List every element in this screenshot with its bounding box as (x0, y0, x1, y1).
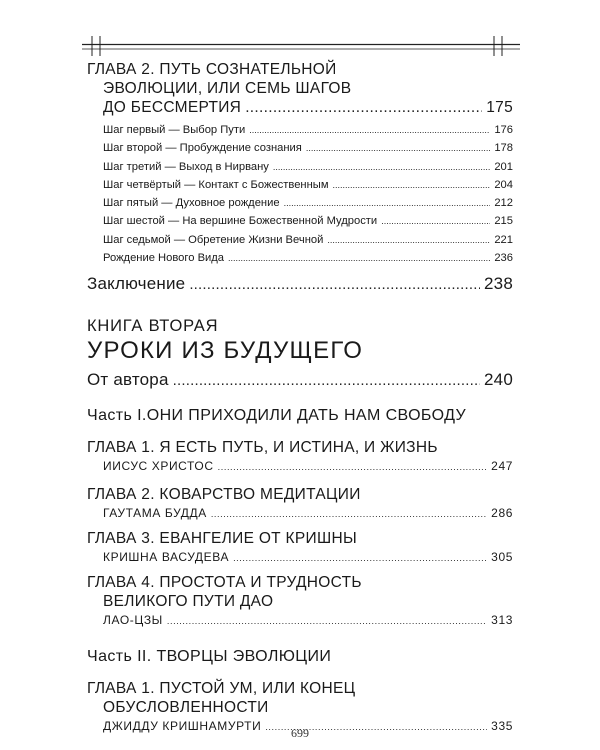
step-page: 178 (494, 142, 513, 155)
step-page: 221 (494, 233, 513, 246)
step-label: Шаг шестой — На вершине Божественной Мудрости (103, 215, 378, 228)
leader-dots (249, 121, 490, 139)
toc-entry-step[interactable] (87, 212, 513, 230)
step-page: 204 (494, 178, 513, 191)
part-2-chapter-1-title-line-1: ГЛАВА 1. ПУСТОЙ УМ, ИЛИ КОНЕЦ (87, 680, 356, 698)
book-label: КНИГА ВТОРАЯ (87, 317, 219, 336)
part-2-title: Часть II. ТВОРЦЫ ЭВОЛЮЦИИ (87, 648, 332, 666)
leader-dots (167, 612, 487, 630)
step-label: Шаг пятый — Духовное рождение (103, 197, 280, 210)
page-number: 699 (291, 726, 309, 740)
toc-entry-figure[interactable] (87, 457, 513, 476)
leader-dots (381, 212, 490, 230)
leader-dots (284, 194, 491, 212)
step-page: 176 (494, 124, 513, 136)
step-page: 236 (494, 252, 513, 265)
toc-entry-step[interactable] (87, 249, 513, 267)
part-1-chapter-title: ГЛАВА 2. КОВАРСТВО МЕДИТАЦИИ (87, 486, 361, 504)
step-label: Шаг второй — Пробуждение сознания (103, 142, 302, 155)
conclusion-label: Заключение (87, 274, 186, 294)
conclusion-page: 238 (484, 274, 513, 294)
figure-page: 247 (491, 459, 513, 474)
leader-dots (333, 176, 491, 194)
leader-dots (233, 549, 487, 567)
chapter-2-title-text: ДО БЕССМЕРТИЯ (103, 99, 242, 116)
leader-dots (306, 139, 490, 157)
toc-entry-step[interactable] (87, 158, 513, 176)
figure-name: ГАУТАМА БУДДА (103, 506, 207, 521)
table-of-contents (87, 60, 513, 736)
chapter-2-page: 175 (486, 99, 513, 116)
figure-name: ЛАО-ЦЗЫ (103, 613, 163, 628)
part-1-chapter-title: ГЛАВА 3. ЕВАНГЕЛИЕ ОТ КРИШНЫ (87, 530, 357, 548)
figure-name: ДЖИДДУ КРИШНАМУРТИ (103, 719, 262, 734)
figure-page: 335 (491, 719, 513, 734)
leader-dots (189, 274, 480, 296)
leader-dots (228, 249, 490, 267)
chapter-2-title-line-3[interactable] (87, 98, 513, 118)
leader-dots (245, 98, 482, 118)
part-1-chapter-4-title-line-1: ГЛАВА 4. ПРОСТОТА И ТРУДНОСТЬ (87, 574, 362, 592)
decorative-header-rule (0, 0, 600, 60)
part-1-chapter-title: ГЛАВА 1. Я ЕСТЬ ПУТЬ, И ИСТИНА, И ЖИЗНЬ (87, 439, 438, 457)
toc-entry-figure[interactable] (87, 548, 513, 567)
step-page: 215 (494, 215, 513, 228)
part-2-chapter-1-title-line-2: ОБУСЛОВЛЕННОСТИ (103, 699, 269, 717)
toc-entry-step[interactable] (87, 231, 513, 249)
leader-dots (273, 158, 490, 176)
step-label: Шаг четвёртый — Контакт с Божественным (103, 178, 329, 191)
step-label: Шаг седьмой — Обретение Жизни Вечной (103, 233, 324, 246)
toc-entry-step[interactable] (87, 139, 513, 157)
toc-entry-step[interactable] (87, 121, 513, 139)
step-label: Шаг первый — Выбор Пути (103, 124, 246, 136)
step-label: Рождение Нового Вида (103, 252, 225, 265)
toc-entry-step[interactable] (87, 176, 513, 194)
chapter-2-title-line-2: ЭВОЛЮЦИИ, ИЛИ СЕМЬ ШАГОВ (103, 80, 352, 97)
figure-name: КРИШНА ВАСУДЕВА (103, 550, 230, 565)
toc-entry-figure[interactable] (87, 611, 513, 630)
leader-dots (218, 458, 488, 476)
leader-dots (327, 231, 490, 249)
step-page: 201 (494, 160, 513, 173)
from-author-page: 240 (484, 370, 513, 390)
toc-entry-figure[interactable] (87, 504, 513, 523)
step-label: Шаг третий — Выход в Нирвану (103, 160, 269, 173)
from-author-label: От автора (87, 370, 169, 390)
figure-page: 305 (491, 550, 513, 565)
part-1-chapter-4-title-line-2: ВЕЛИКОГО ПУТИ ДАО (103, 593, 274, 611)
figure-name: ИИСУС ХРИСТОС (103, 459, 214, 474)
toc-entry-from-author[interactable] (87, 369, 513, 392)
book-title: УРОКИ ИЗ БУДУЩЕГО (87, 337, 364, 365)
part-1-title: Часть I.ОНИ ПРИХОДИЛИ ДАТЬ НАМ СВОБОДУ (87, 407, 467, 425)
leader-dots (173, 370, 480, 392)
figure-page: 313 (491, 613, 513, 628)
leader-dots (211, 505, 487, 523)
chapter-2-title-line-1: ГЛАВА 2. ПУТЬ СОЗНАТЕЛЬНОЙ (87, 61, 337, 78)
toc-entry-conclusion[interactable] (87, 273, 513, 296)
step-page: 212 (494, 197, 513, 210)
figure-page: 286 (491, 506, 513, 521)
toc-entry-step[interactable] (87, 194, 513, 212)
